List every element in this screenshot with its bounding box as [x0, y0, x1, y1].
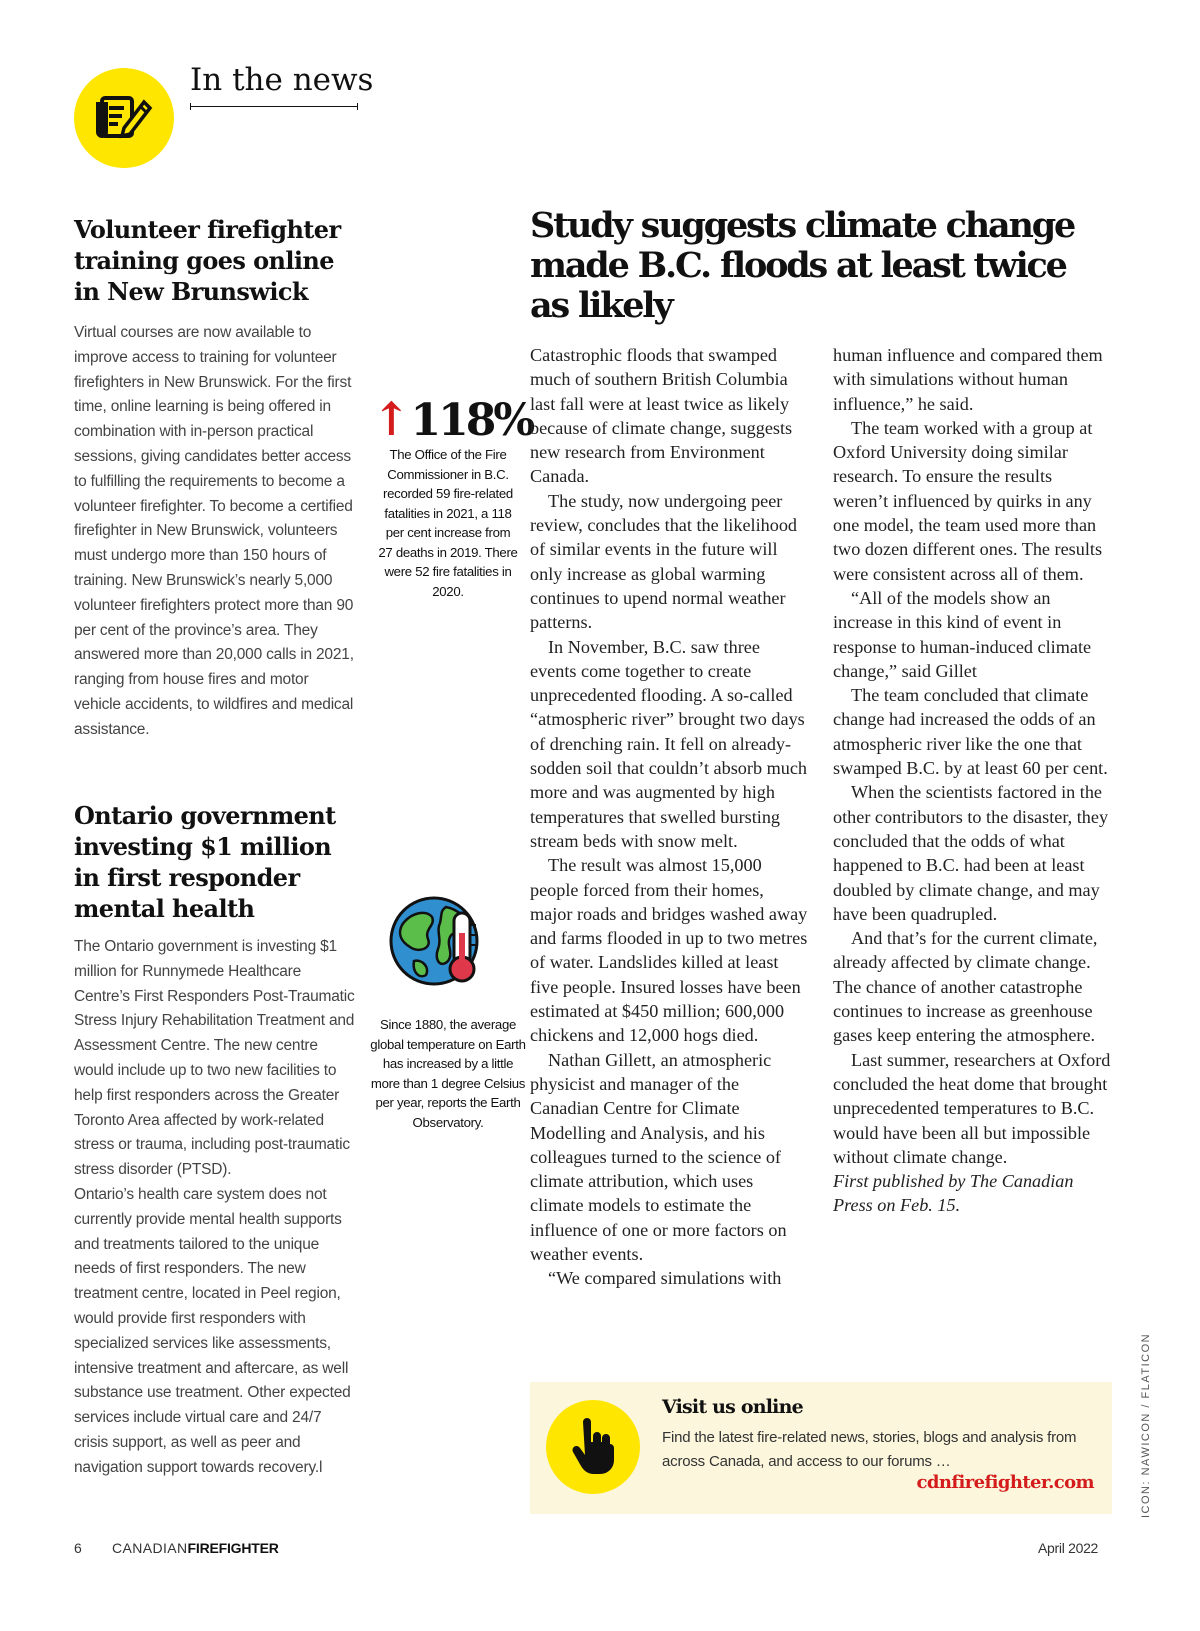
stat-caption: Since 1880, the average global temperature on Earth has increased by a little more than 1 degree Celsius per year, reports the Earth Observatory.: [370, 1017, 526, 1130]
visit-title: Visit us online: [662, 1396, 803, 1418]
magazine-title: FIREFIGHTER: [187, 1540, 279, 1556]
page-number: 6: [74, 1540, 82, 1556]
article-paragraph: The Ontario government is investing $1 million for Runnymede Healthcare Centre’s First Responders Post-Traumatic Stress Injury Rehabilitation Treatment and Assessment Centre. The new centre would include up to two new facilities to help first responders across the Greater Toronto Area affected by work-related stress or trauma, including post-traumatic stress disorder (PTSD).: [74, 938, 355, 1179]
section-badge: [74, 68, 174, 168]
article-paragraph: When the scientists factored in the other contributors to the disaster, they concluded that the odds of what happened to B.C. had been at least doubled by climate change, and may have been quadrupled.: [833, 782, 1109, 924]
article-paragraph: “All of the models show an increase in this kind of event in response to human-induced climate change,” said Gillet: [833, 587, 1092, 681]
article-paragraph: Last summer, researchers at Oxford concluded the heat dome that brought unprecedented temperatures to B.C. would have been all but impossible without climate change.: [833, 1049, 1111, 1167]
section-title: In the news: [190, 62, 374, 98]
article-paragraph: The result was almost 15,000 people forced from their homes, major roads and bridges washed away and farms flooded in up to two metres of water. Landslides killed at least five people. Insured losses have been estimated at $450 million; 600,000 chickens and 12,000 hogs died.: [530, 855, 808, 1046]
article-paragraph: The team worked with a group at Oxford University doing similar research. To ensure the results weren’t influenced by quirks in any one model, the team used more than two dozen different ones. The results were consistent across all of them.: [833, 417, 1103, 584]
visit-us-online-box: [530, 1382, 1112, 1514]
issue-date: April 2022: [1038, 1540, 1099, 1556]
article-paragraph: Catastrophic floods that swamped much of southern British Columbia last fall were at least twice as likely because of climate change, suggests new research from Environment Canada.: [530, 345, 793, 487]
article-headline: Volunteer firefighter training goes online in New Brunswick: [74, 215, 341, 306]
magazine-prefix: CANADIAN: [112, 1540, 188, 1556]
article-paragraph: human influence and compared them with simulations without human influence,” he said.: [833, 345, 1103, 414]
website-link[interactable]: cdnfirefighter.com: [916, 1472, 1094, 1493]
main-headline: Study suggests climate change made B.C. floods at least twice as likely: [530, 205, 1075, 326]
main-article-column-2: [833, 343, 1111, 1218]
article-paragraph: “We compared simulations with: [548, 1268, 782, 1289]
icon-credit: ICON: NAWICON / FLATICON: [1140, 1332, 1152, 1518]
stat-value: [372, 392, 533, 446]
main-article-column-1: [530, 343, 808, 1291]
stat-number: 118%: [410, 395, 533, 446]
up-arrow-icon: ↑: [372, 392, 411, 446]
visit-text: Find the latest fire-related news, stories, blogs and analysis from across Canada, and access to our forums …: [662, 1429, 1077, 1470]
article-paragraph: Ontario’s health care system does not currently provide mental health supports and treatments tailored to the unique needs of first responders. The new treatment centre, located in Peel region, would provide first responders with specialized services like assessments, intensive treatment and aftercare, as well substance use treatment. Other expected services include virtual care and 24/7 crisis support, as well as peer and navigation support towards recovery.l: [74, 1185, 351, 1476]
article-body: [74, 935, 356, 1481]
article-headline: Ontario government investing $1 million in first responder mental health: [74, 801, 336, 923]
article-paragraph: The team concluded that climate change had increased the odds of an atmospheric river like the one that swamped B.C. by at least 60 per cent.: [833, 685, 1108, 779]
article-paragraph: The study, now undergoing peer review, concludes that the likelihood of similar events in the future will only increase as global warming continues to upend normal weather patterns.: [530, 490, 798, 633]
article-body: Virtual courses are now available to improve access to training for volunteer firefighters in New Brunswick. For the first time, online learning is being offered in combination with in-person practical sessions, giving candidates better access to fulfilling the requirements to become a volunteer firefighter. To become a certified firefighter in New Brunswick, volunteers must undergo more than 150 hours of training. New Brunswick’s nearly 5,000 volunteer firefighters protect more than 90 per cent of the province’s area. They answered more than 20,000 calls in 2021, ranging from house fires and motor vehicle accidents, to wildfires and medical assistance.: [74, 324, 354, 738]
article-paragraph: In November, B.C. saw three events come together to create unprecedented flooding. A so-called “atmospheric river” brought two days of drenching rain. It fell on already-sodden soil that couldn’t absorb much more and was augmented by high temperatures that swelled bursting stream beds with snow melt.: [530, 636, 807, 851]
section-title-rule: [190, 106, 358, 107]
globe-thermometer-icon: [388, 895, 490, 992]
news-edit-icon: [94, 88, 154, 148]
visit-icon-badge: [546, 1400, 640, 1494]
article-credit: First published by The Canadian Press on Feb. 15.: [833, 1171, 1074, 1216]
magazine-name: [112, 1540, 279, 1556]
stat-caption: The Office of the Fire Commissioner in B.C. recorded 59 fire-related fatalities in 2021, a 118 per cent increase from 27 deaths in 2019. There were 52 fire fatalities in 2020.: [378, 447, 518, 599]
article-paragraph: And that’s for the current climate, already affected by climate change. The chance of another catastrophe continues to increase as greenhouse gases keep entering the atmosphere.: [833, 928, 1098, 1046]
article-paragraph: Nathan Gillett, an atmospheric physicist and manager of the Canadian Centre for Climate Modelling and Analysis, and his colleagues turned to the science of climate attribution, which uses climate models to estimate the influence of one or more factors on weather events.: [530, 1049, 787, 1264]
pointing-hand-icon: [571, 1418, 615, 1476]
